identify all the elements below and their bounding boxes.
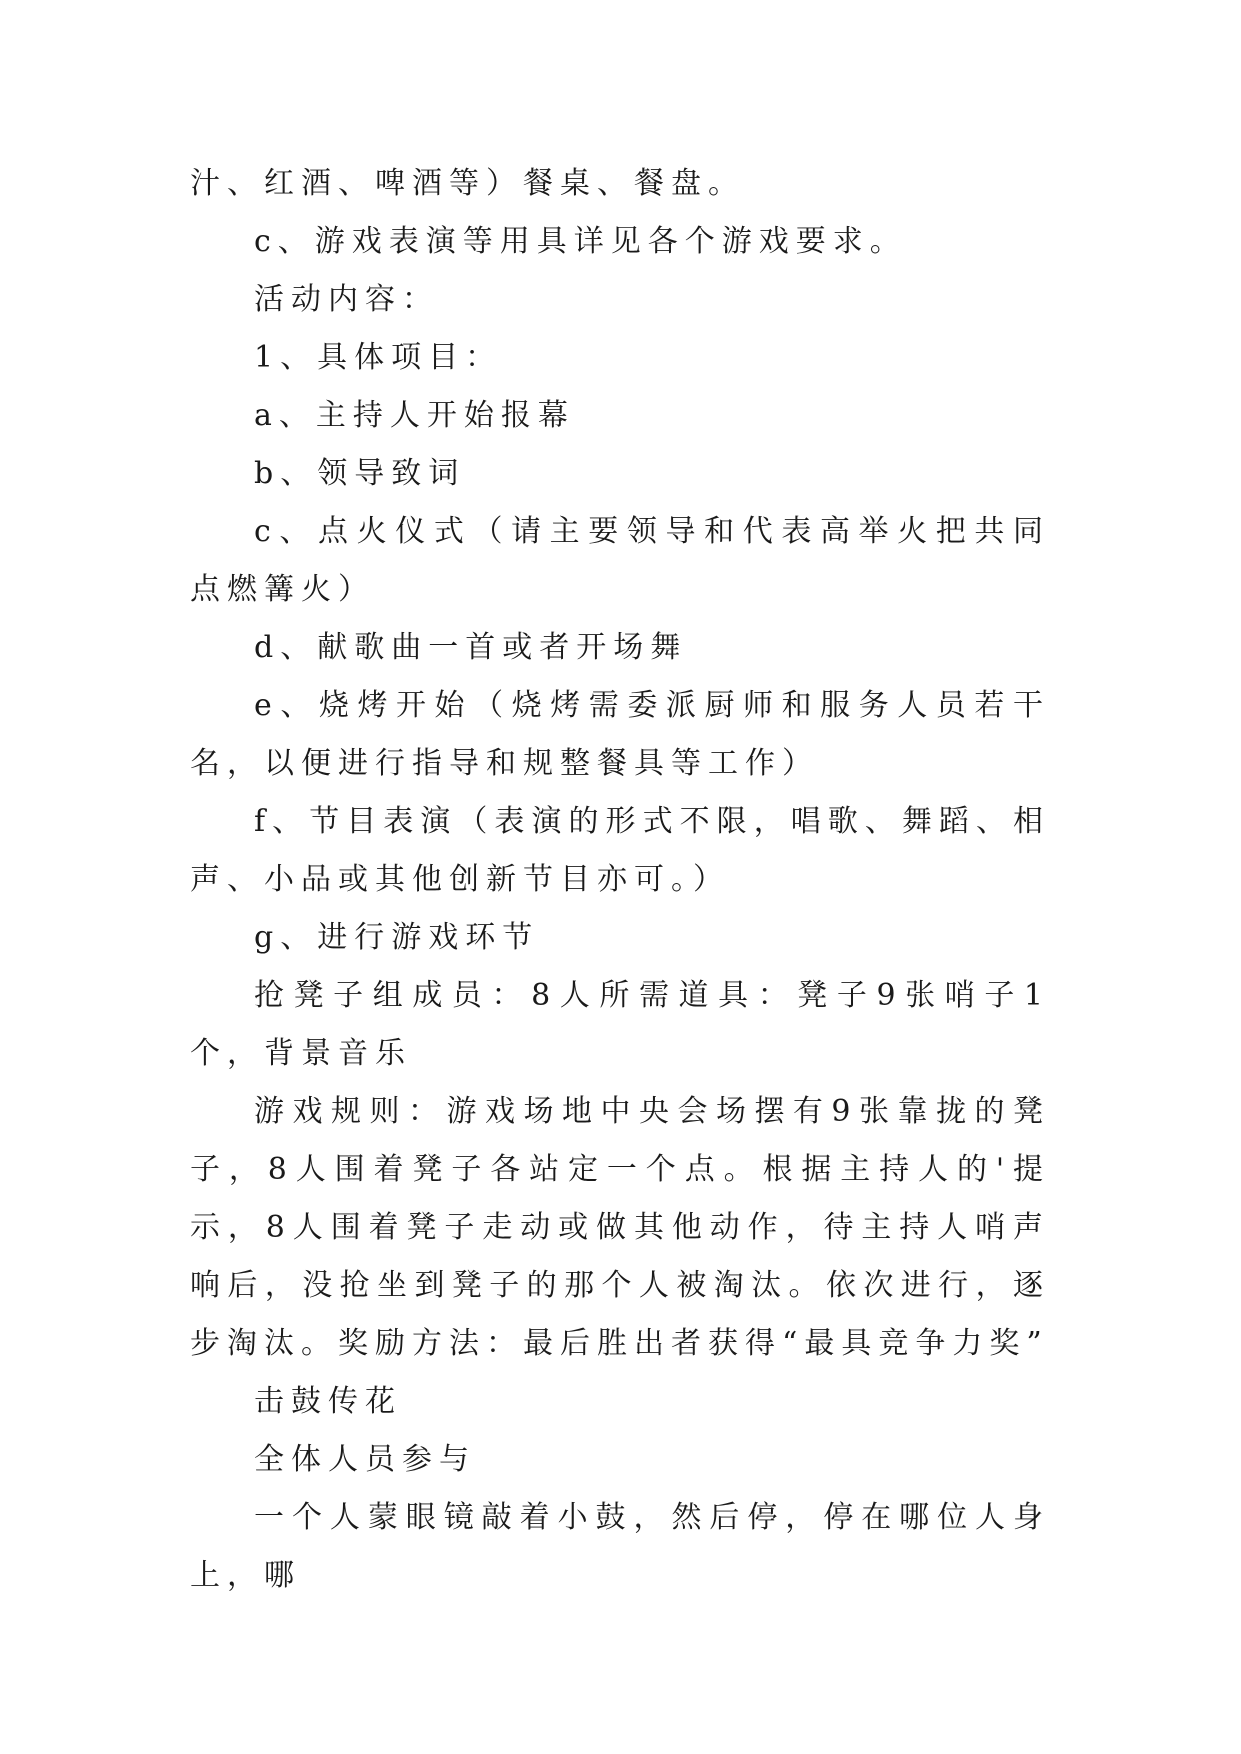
list-item-a: a、主持人开始报幕	[254, 398, 575, 433]
document-body	[190, 155, 1050, 1605]
paragraph-continuation: 汁、红酒、啤酒等）餐桌、餐盘。	[190, 166, 745, 201]
list-item-c: c、点火仪式（请主要领导和代表高举火把共同点燃篝火）	[190, 514, 1050, 607]
heading-drum-flower: 击鼓传花	[254, 1384, 402, 1419]
list-item-g: g、进行游戏环节	[254, 920, 540, 955]
list-item-d: d、献歌曲一首或者开场舞	[254, 630, 688, 665]
paragraph-game-props: c、游戏表演等用具详见各个游戏要求。	[254, 224, 907, 259]
heading-activity-content: 活动内容：	[254, 282, 439, 317]
paragraph-chair-game: 抢凳子组成员：8人所需道具：凳子9张哨子1个，背景音乐	[190, 978, 1050, 1071]
paragraph-drum-rules: 一个人蒙眼镜敲着小鼓，然后停，停在哪位人身上，哪	[190, 1500, 1050, 1593]
list-item-f: f、节目表演（表演的形式不限，唱歌、舞蹈、相声、小品或其他创新节目亦可。）	[190, 804, 1050, 897]
paragraph-game-rules: 游戏规则：游戏场地中央会场摆有9张靠拢的凳子，8人围着凳子各站定一个点。根据主持人的'提示，8人围着凳子走动或做其他动作，待主持人哨声响后，没抢坐到凳子的那个人被淘汰。依次进行，逐步淘汰。奖励方法：最后胜出者获得“最具竞争力奖”	[190, 1094, 1050, 1361]
list-item-b: b、领导致词	[254, 456, 466, 491]
heading-specific-items: 1、具体项目：	[254, 340, 503, 375]
list-item-e: e、烧烤开始（烧烤需委派厨师和服务人员若干名，以便进行指导和规整餐具等工作）	[190, 688, 1050, 781]
paragraph-participants: 全体人员参与	[254, 1442, 476, 1477]
